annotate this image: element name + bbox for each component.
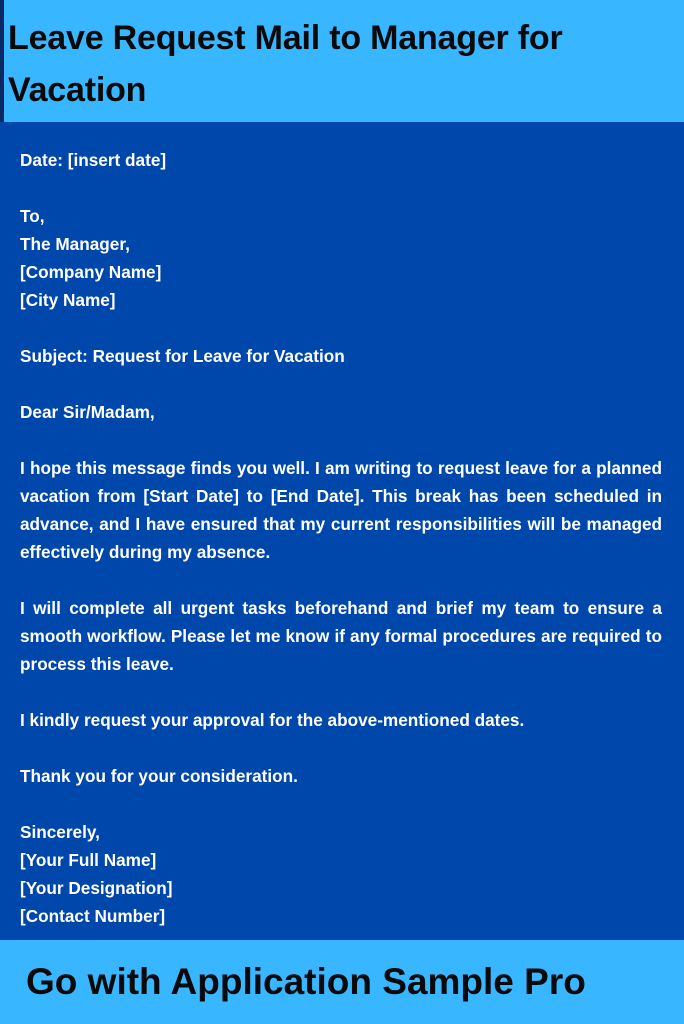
- letter-paragraph: I kindly request your approval for the above-mentioned dates.: [20, 710, 525, 730]
- letter-subject: Subject: Request for Leave for Vacation: [20, 346, 345, 366]
- letter-to: To,: [20, 206, 45, 226]
- header-banner: [0, 0, 684, 122]
- letter-full-name: [Your Full Name]: [20, 850, 157, 870]
- letter-recipient: The Manager,: [20, 234, 130, 254]
- letter-paragraph: Thank you for your consideration.: [20, 766, 298, 786]
- letter-city: [City Name]: [20, 290, 116, 310]
- letter-paragraph: I will complete all urgent tasks beforehand and brief my team to ensure a smooth workflow. Please let me know if any formal procedures are required to process this leave.: [20, 598, 662, 674]
- letter-closing: Sincerely,: [20, 822, 100, 842]
- letter-company: [Company Name]: [20, 262, 162, 282]
- footer-banner: [0, 940, 684, 1024]
- letter-contact: [Contact Number]: [20, 906, 166, 926]
- letter-designation: [Your Designation]: [20, 878, 173, 898]
- letter-date: Date: [insert date]: [20, 150, 167, 170]
- letter-body: [20, 146, 662, 930]
- letter-salutation: Dear Sir/Madam,: [20, 402, 155, 422]
- letter-paragraph: I hope this message finds you well. I am writing to request leave for a planned vacation from [Start Date] to [End Date]. This break has been scheduled in advance, and I have ensured that my current responsibilities will be managed effectively during my absence.: [20, 458, 662, 562]
- footer-tagline: Go with Application Sample Pro: [26, 961, 586, 1002]
- page-title: Leave Request Mail to Manager for Vacation: [8, 19, 563, 109]
